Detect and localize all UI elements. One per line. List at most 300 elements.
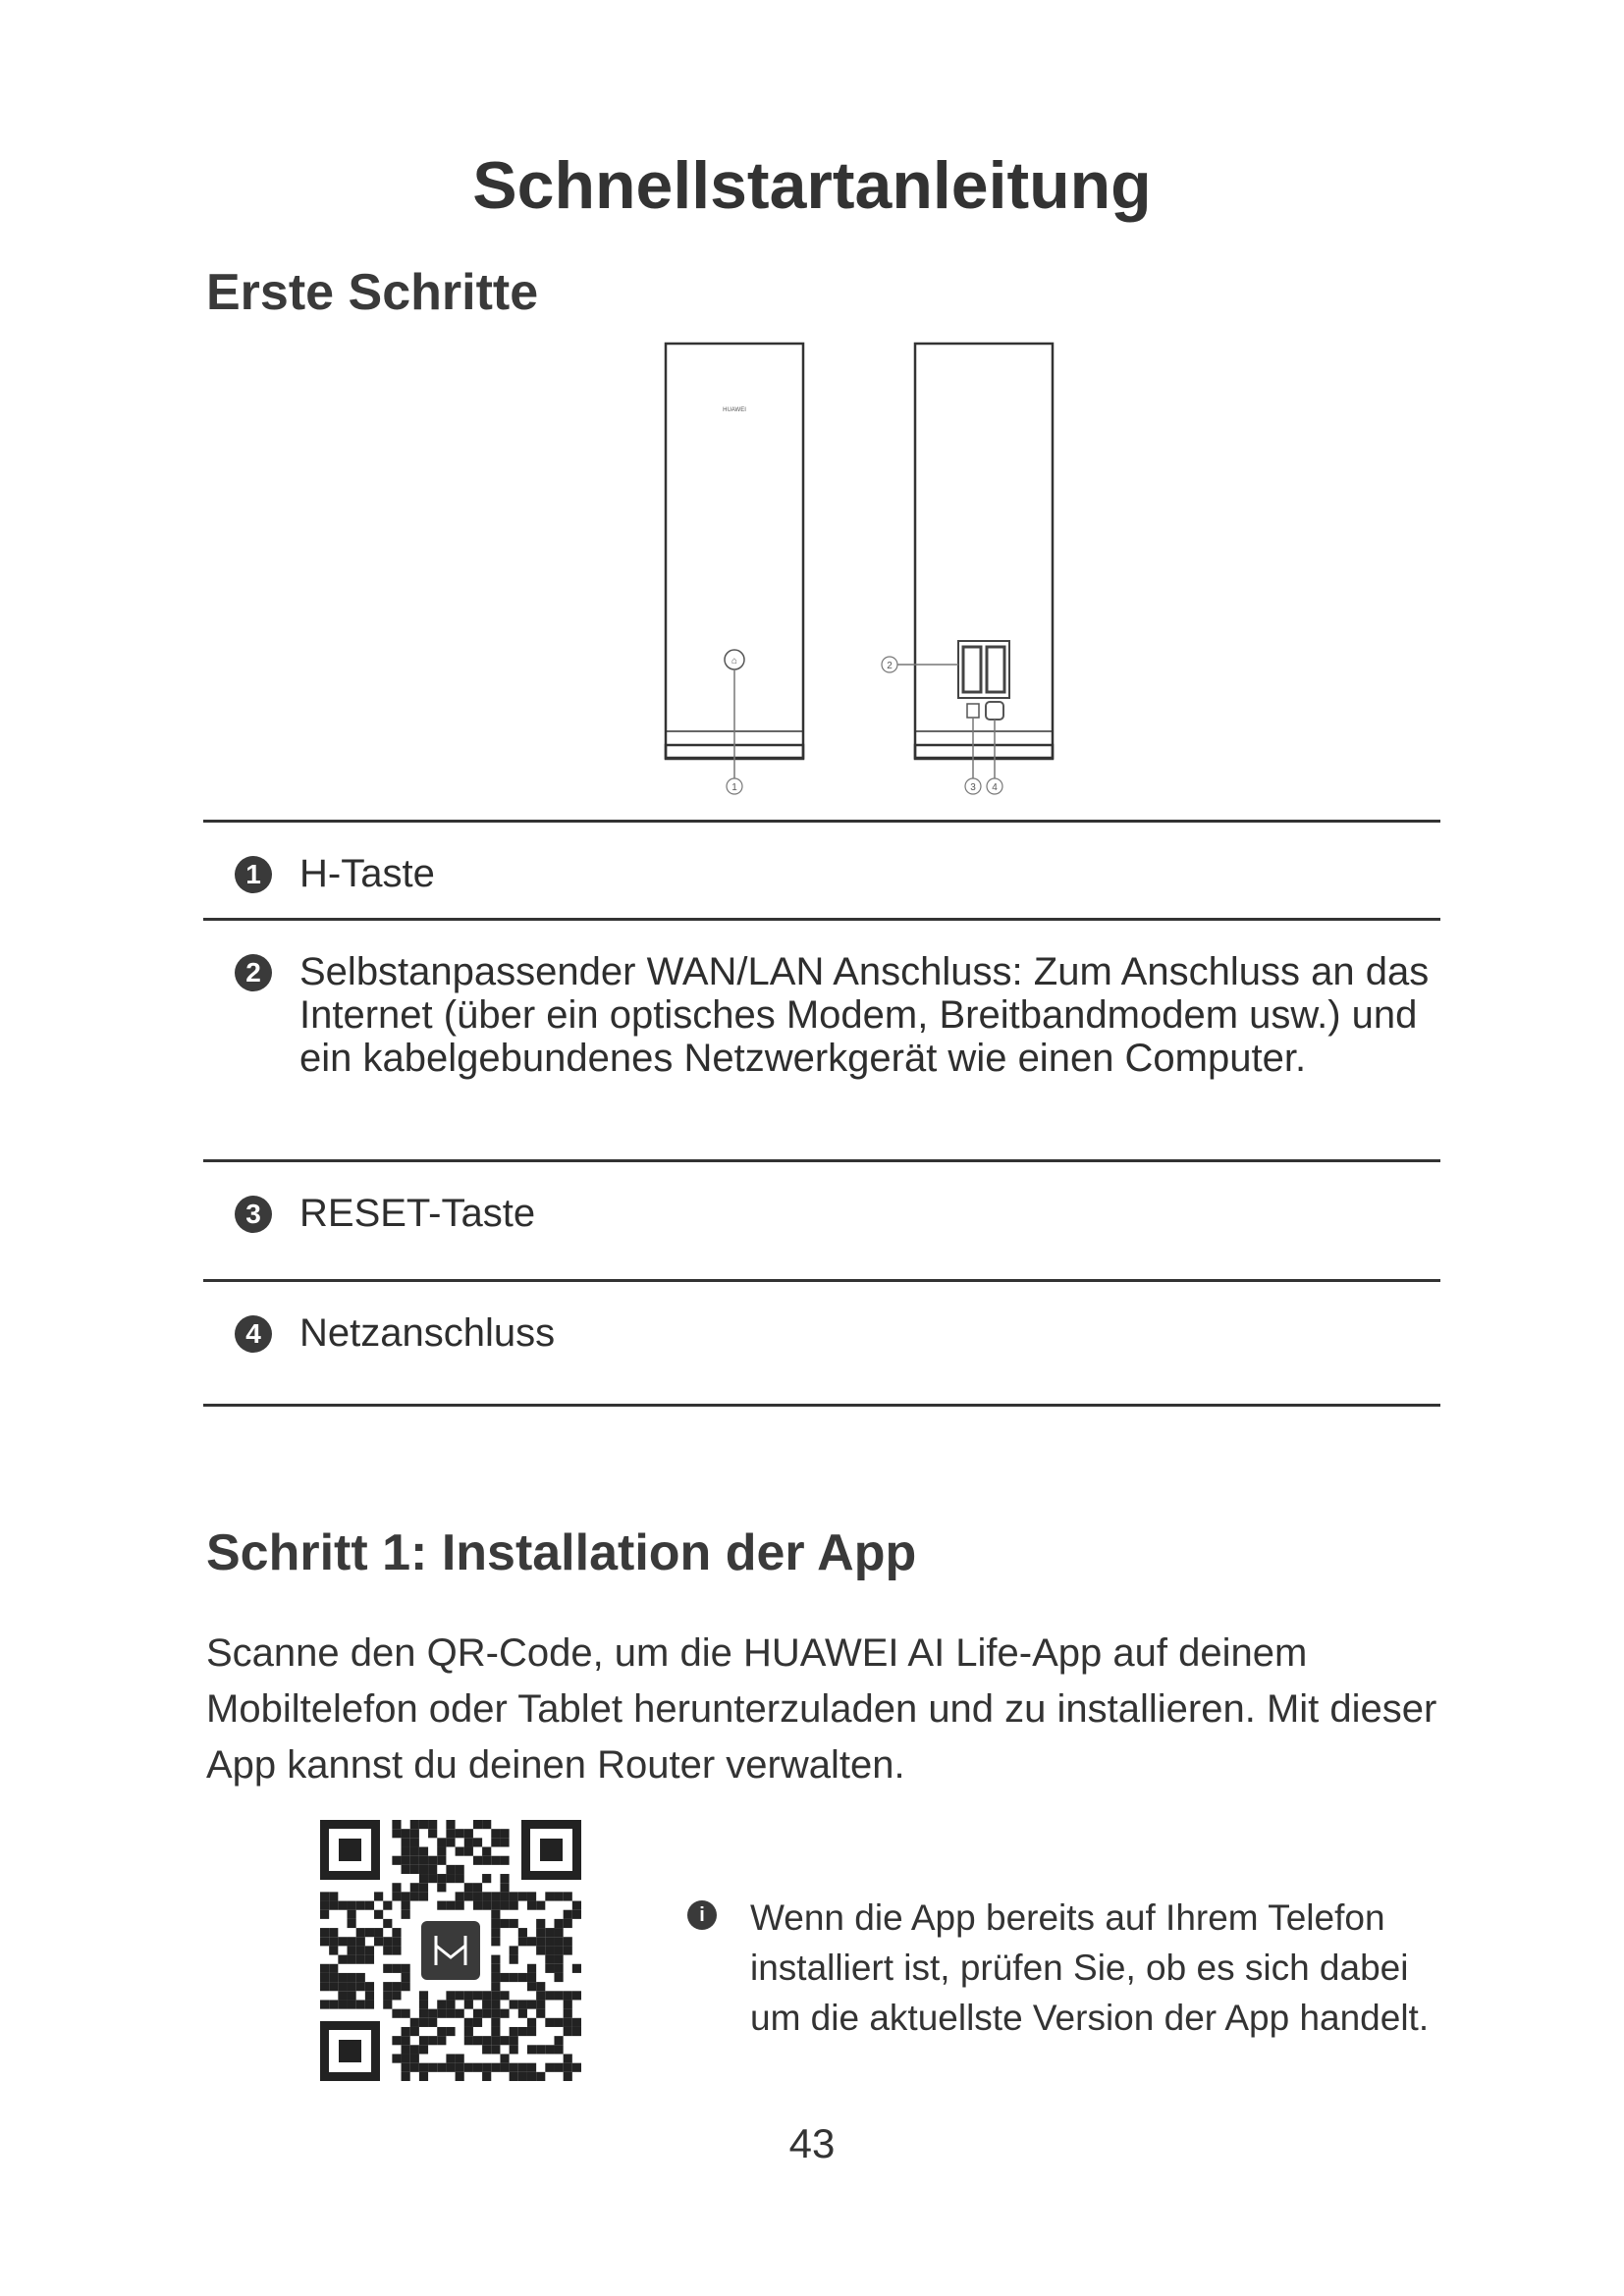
qr-module — [437, 1847, 446, 1856]
qr-module — [402, 1847, 410, 1856]
qr-module — [392, 1964, 401, 1973]
qr-module — [473, 1892, 482, 1900]
qr-module — [572, 2027, 581, 2036]
qr-module — [365, 1955, 374, 1964]
qr-module — [536, 1982, 545, 1991]
qr-module — [500, 1973, 509, 1982]
qr-module — [473, 2063, 482, 2072]
qr-module — [554, 2063, 563, 2072]
qr-module — [402, 1982, 410, 1991]
qr-module — [437, 1883, 446, 1892]
qr-module — [383, 2000, 392, 2008]
qr-module — [491, 1856, 500, 1865]
qr-module — [419, 2072, 428, 2081]
qr-module — [564, 1919, 572, 1928]
qr-module — [374, 1892, 383, 1900]
qr-module — [392, 1946, 401, 1954]
qr-module — [473, 2036, 482, 2045]
qr-module — [500, 1874, 509, 1883]
qr-module — [365, 1928, 374, 1937]
qr-module — [482, 1856, 491, 1865]
qr-module — [419, 1883, 428, 1892]
qr-module — [500, 2054, 509, 2062]
qr-module — [564, 2054, 572, 2062]
qr-module — [491, 2000, 500, 2008]
qr-module — [338, 1973, 347, 1982]
qr-module — [545, 2018, 554, 2027]
qr-module — [545, 1991, 554, 2000]
qr-module — [456, 1847, 464, 1856]
qr-module — [464, 2063, 473, 2072]
qr-module — [365, 1946, 374, 1954]
qr-module — [428, 2018, 437, 2027]
qr-module — [428, 2063, 437, 2072]
qr-module — [348, 2000, 356, 2008]
qr-module — [374, 1928, 383, 1937]
qr-module — [410, 1829, 419, 1838]
qr-module — [329, 2000, 338, 2008]
qr-module — [564, 2018, 572, 2027]
page-title: Schnellstartanleitung — [472, 148, 1152, 223]
qr-module — [464, 1892, 473, 1900]
qr-module — [527, 1982, 536, 1991]
qr-module — [410, 2063, 419, 2072]
qr-module — [410, 1856, 419, 1865]
qr-module — [446, 2054, 455, 2062]
qr-module — [527, 2072, 536, 2081]
legend-number-badge: 2 — [235, 954, 272, 991]
section-heading-erste-schritte: Erste Schritte — [206, 264, 539, 321]
qr-module — [482, 1901, 491, 1910]
qr-module — [491, 1982, 500, 1991]
qr-module — [510, 1901, 518, 1910]
qr-module — [464, 1847, 473, 1856]
qr-module — [402, 2045, 410, 2054]
qr-module — [348, 1919, 356, 1928]
qr-module — [419, 1991, 428, 2000]
qr-module — [402, 2036, 410, 2045]
qr-module — [473, 1991, 482, 2000]
qr-module — [392, 2009, 401, 2018]
qr-module — [419, 2018, 428, 2027]
qr-module — [564, 1910, 572, 1919]
qr-module — [572, 1991, 581, 2000]
qr-module — [464, 1838, 473, 1846]
qr-module — [564, 1937, 572, 1946]
qr-module — [572, 2063, 581, 2072]
qr-module — [348, 1973, 356, 1982]
qr-module — [491, 1901, 500, 1910]
qr-module — [491, 1910, 500, 1919]
qr-module — [428, 2009, 437, 2018]
qr-module — [564, 1946, 572, 1954]
qr-module — [510, 2000, 518, 2008]
qr-module — [554, 1928, 563, 1937]
qr-module — [437, 2063, 446, 2072]
qr-module — [410, 1820, 419, 1829]
qr-module — [365, 2000, 374, 2008]
qr-module — [402, 1964, 410, 1973]
qr-module — [419, 2045, 428, 2054]
qr-module — [410, 1892, 419, 1900]
qr-module — [491, 1955, 500, 1964]
qr-module — [428, 1874, 437, 1883]
qr-module — [527, 1892, 536, 1900]
qr-module — [329, 1964, 338, 1973]
qr-module — [527, 1973, 536, 1982]
qr-module — [437, 2009, 446, 2018]
qr-module — [554, 1955, 563, 1964]
qr-module — [491, 2009, 500, 2018]
qr-module — [491, 1838, 500, 1846]
qr-module — [473, 1883, 482, 1892]
qr-module — [383, 1982, 392, 1991]
qr-module — [392, 2036, 401, 2045]
info-icon: i — [687, 1900, 717, 1930]
qr-module — [356, 2000, 365, 2008]
qr-module — [374, 1910, 383, 1919]
qr-module — [383, 1946, 392, 1954]
qr-module — [545, 1955, 554, 1964]
qr-module — [518, 2027, 527, 2036]
qr-module — [402, 2063, 410, 2072]
qr-module — [446, 2063, 455, 2072]
qr-module — [564, 1892, 572, 1900]
qr-module — [338, 1901, 347, 1910]
qr-module — [554, 1946, 563, 1954]
qr-module — [456, 1865, 464, 1874]
qr-module — [554, 2045, 563, 2054]
qr-module — [491, 1892, 500, 1900]
qr-module — [348, 1901, 356, 1910]
qr-module — [348, 1991, 356, 2000]
qr-code — [320, 1820, 581, 2081]
qr-module — [320, 1910, 329, 1919]
qr-module — [356, 1982, 365, 1991]
qr-module — [356, 1973, 365, 1982]
qr-module — [482, 1892, 491, 1900]
qr-module — [338, 2000, 347, 2008]
callout-1-label: 1 — [731, 782, 737, 793]
qr-module — [491, 1937, 500, 1946]
component-legend — [203, 820, 1440, 1407]
qr-module — [491, 2027, 500, 2036]
qr-module — [545, 1937, 554, 1946]
power-port — [986, 702, 1003, 720]
qr-module — [320, 1892, 329, 1900]
qr-module — [510, 1892, 518, 1900]
qr-module — [500, 2063, 509, 2072]
qr-module — [456, 1892, 464, 1900]
qr-module — [473, 2009, 482, 2018]
legend-number-badge: 1 — [235, 856, 272, 893]
qr-module — [392, 1856, 401, 1865]
qr-module — [419, 1847, 428, 1856]
qr-module — [545, 1946, 554, 1954]
qr-module — [320, 1982, 329, 1991]
qr-module — [356, 1901, 365, 1910]
qr-module — [383, 1919, 392, 1928]
qr-module — [329, 1937, 338, 1946]
qr-module — [554, 1892, 563, 1900]
qr-module — [320, 2000, 329, 2008]
qr-module — [392, 1820, 401, 1829]
qr-module — [437, 1838, 446, 1846]
qr-module — [437, 1856, 446, 1865]
legend-row — [203, 1159, 1440, 1279]
qr-module — [510, 1973, 518, 1982]
qr-module — [437, 1874, 446, 1883]
qr-module — [402, 1892, 410, 1900]
qr-module — [473, 1820, 482, 1829]
qr-module — [536, 1919, 545, 1928]
qr-module — [446, 1901, 455, 1910]
qr-module — [365, 1982, 374, 1991]
qr-module — [536, 1928, 545, 1937]
qr-module — [392, 1892, 401, 1900]
qr-module — [500, 1838, 509, 1846]
qr-module — [510, 2036, 518, 2045]
qr-module — [320, 1964, 329, 1973]
qr-module — [428, 1820, 437, 1829]
qr-module — [545, 1892, 554, 1900]
qr-module — [536, 1901, 545, 1910]
qr-module — [464, 2027, 473, 2036]
qr-module — [572, 1964, 581, 1973]
qr-module — [320, 1937, 329, 1946]
qr-module — [500, 2009, 509, 2018]
note-text: Wenn die App bereits auf Ihrem Telefon installiert ist, prüfen Sie, ob es sich dabei um die aktuellste Version der App handelt. — [750, 1897, 1430, 2038]
qr-module — [348, 1910, 356, 1919]
qr-module — [482, 1991, 491, 2000]
qr-module — [572, 2018, 581, 2027]
qr-module — [536, 2045, 545, 2054]
qr-module — [456, 1991, 464, 2000]
qr-module — [564, 1991, 572, 2000]
qr-module — [320, 1928, 329, 1937]
qr-module — [329, 1973, 338, 1982]
qr-module — [338, 1955, 347, 1964]
qr-module — [383, 1991, 392, 2000]
router-back-body — [915, 344, 1053, 758]
qr-module — [564, 2063, 572, 2072]
qr-module — [446, 2000, 455, 2008]
qr-module — [500, 1991, 509, 2000]
qr-module — [554, 1919, 563, 1928]
qr-module — [437, 2027, 446, 2036]
qr-module — [500, 1856, 509, 1865]
qr-module — [510, 1955, 518, 1964]
qr-module — [518, 1937, 527, 1946]
qr-module — [383, 1901, 392, 1910]
qr-module — [428, 2036, 437, 2045]
qr-module — [564, 2027, 572, 2036]
qr-module — [419, 2009, 428, 2018]
qr-module — [348, 1982, 356, 1991]
svg-text:⌂: ⌂ — [731, 656, 738, 667]
qr-module — [554, 1973, 563, 1982]
qr-module — [482, 2063, 491, 2072]
qr-module — [536, 2009, 545, 2018]
qr-module — [428, 1856, 437, 1865]
qr-module — [437, 2036, 446, 2045]
reset-hole — [967, 704, 979, 718]
qr-module — [410, 1865, 419, 1874]
qr-module — [491, 1991, 500, 2000]
qr-module — [410, 1838, 419, 1846]
qr-module — [564, 2000, 572, 2008]
legend-row — [203, 820, 1440, 918]
qr-module — [446, 1829, 455, 1838]
qr-module — [383, 1964, 392, 1973]
qr-module — [572, 1901, 581, 1910]
qr-module — [500, 1919, 509, 1928]
qr-module — [437, 2000, 446, 2008]
qr-module — [554, 2018, 563, 2027]
qr-module — [456, 1901, 464, 1910]
qr-module — [464, 1991, 473, 2000]
qr-module — [500, 1892, 509, 1900]
qr-module — [402, 1865, 410, 1874]
legend-row — [203, 1279, 1440, 1407]
qr-module — [402, 1901, 410, 1910]
qr-module — [510, 1946, 518, 1954]
qr-module — [392, 2054, 401, 2062]
qr-module — [428, 1829, 437, 1838]
qr-module — [329, 1928, 338, 1937]
qr-module — [473, 2018, 482, 2027]
qr-module — [383, 1937, 392, 1946]
qr-module — [402, 2027, 410, 2036]
qr-module — [320, 1901, 329, 1910]
qr-module — [464, 2000, 473, 2008]
qr-module — [536, 2072, 545, 2081]
qr-module — [348, 1937, 356, 1946]
qr-module — [392, 1937, 401, 1946]
qr-module — [419, 1865, 428, 1874]
qr-module — [419, 1874, 428, 1883]
legend-text: RESET-Taste — [299, 1192, 536, 1235]
qr-module — [320, 1973, 329, 1982]
qr-module — [446, 2009, 455, 2018]
qr-module — [527, 1937, 536, 1946]
qr-module — [527, 2027, 536, 2036]
qr-module — [491, 2045, 500, 2054]
qr-module — [356, 1928, 365, 1937]
info-note — [687, 1893, 1463, 2043]
qr-module — [402, 2054, 410, 2062]
qr-module — [545, 2063, 554, 2072]
qr-module — [482, 2045, 491, 2054]
qr-module — [482, 1874, 491, 1883]
qr-module — [564, 2072, 572, 2081]
qr-module — [464, 2018, 473, 2027]
qr-module — [402, 1856, 410, 1865]
qr-module — [437, 1901, 446, 1910]
section-heading-schritt-1: Schritt 1: Installation der App — [206, 1524, 917, 1581]
qr-module — [365, 1901, 374, 1910]
qr-module — [482, 1847, 491, 1856]
qr-module — [510, 2063, 518, 2072]
qr-module — [464, 1829, 473, 1838]
qr-module — [473, 1901, 482, 1910]
qr-module — [410, 2054, 419, 2062]
qr-module — [456, 2009, 464, 2018]
qr-module — [527, 2063, 536, 2072]
qr-module — [446, 1820, 455, 1829]
qr-module — [491, 1928, 500, 1937]
qr-module — [402, 2072, 410, 2081]
qr-module — [464, 2036, 473, 2045]
qr-module — [491, 2018, 500, 2027]
qr-module — [554, 1991, 563, 2000]
qr-module — [456, 2054, 464, 2062]
qr-module — [554, 2036, 563, 2045]
qr-module — [456, 1829, 464, 1838]
qr-module — [536, 1937, 545, 1946]
legend-number-badge: 4 — [235, 1315, 272, 1353]
qr-module — [329, 1892, 338, 1900]
qr-module — [419, 1820, 428, 1829]
legend-text: Selbstanpassender WAN/LAN Anschluss: Zum Anschluss an das Internet (über ein optisches Modem, Breitbandmodem usw.) und ein kabelgebundenes Netzwerkgerät wie einen Computer. — [299, 950, 1430, 1080]
qr-module — [402, 1973, 410, 1982]
qr-module — [518, 2072, 527, 2081]
qr-module — [446, 1865, 455, 1874]
qr-module — [356, 1955, 365, 1964]
qr-module — [491, 1919, 500, 1928]
qr-module — [428, 1865, 437, 1874]
qr-module — [545, 1928, 554, 1937]
qr-module — [518, 2063, 527, 2072]
qr-module — [518, 1928, 527, 1937]
qr-module — [392, 1829, 401, 1838]
qr-module — [536, 1991, 545, 2000]
qr-module — [419, 2036, 428, 2045]
qr-module — [500, 2036, 509, 2045]
qr-module — [365, 1991, 374, 2000]
qr-module — [518, 1892, 527, 1900]
callout-3-label: 3 — [970, 782, 976, 793]
qr-module — [536, 2000, 545, 2008]
qr-module — [410, 1847, 419, 1856]
qr-module — [510, 1919, 518, 1928]
qr-module — [338, 1937, 347, 1946]
qr-module — [500, 1883, 509, 1892]
qr-module — [419, 2000, 428, 2008]
qr-module — [348, 1946, 356, 1954]
qr-module — [482, 2000, 491, 2008]
qr-module — [510, 2072, 518, 2081]
qr-module — [456, 2063, 464, 2072]
qr-module — [410, 2027, 419, 2036]
qr-module — [392, 1928, 401, 1937]
qr-module — [500, 1901, 509, 1910]
qr-module — [527, 1964, 536, 1973]
qr-module — [446, 1991, 455, 2000]
qr-module — [491, 1829, 500, 1838]
qr-module — [536, 1946, 545, 1954]
qr-module — [527, 2000, 536, 2008]
legend-number-badge: 3 — [235, 1196, 272, 1233]
qr-module — [518, 2000, 527, 2008]
qr-module — [473, 1838, 482, 1846]
qr-module — [518, 1973, 527, 1982]
qr-module — [456, 2072, 464, 2081]
qr-module — [491, 2063, 500, 2072]
qr-module — [419, 1892, 428, 1900]
app-logo-icon — [421, 1921, 480, 1980]
router-diagram — [628, 329, 1080, 810]
